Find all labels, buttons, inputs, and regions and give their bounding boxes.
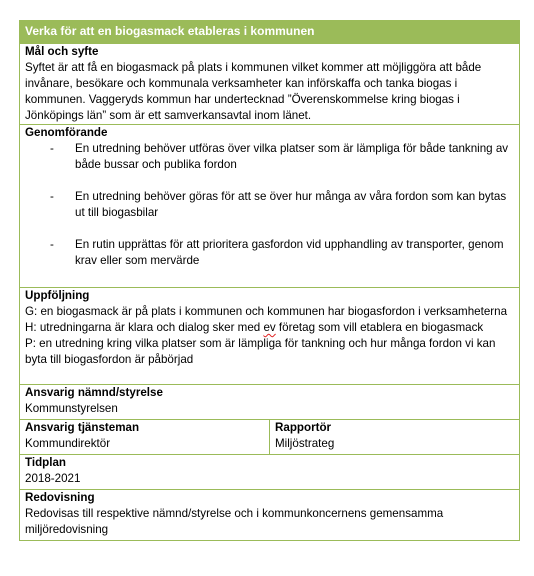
section-title: Tidplan: [25, 456, 67, 469]
section-value: Kommundirektör: [25, 437, 111, 450]
section-title: Ansvarig nämnd/styrelse: [25, 386, 163, 399]
action-table: [19, 20, 520, 541]
section-value: 2018-2021: [25, 472, 81, 485]
spellcheck-word: ev: [263, 321, 276, 334]
table-title: Verka för att en biogasmack etableras i kommunen: [20, 21, 520, 44]
section-mal-och-syfte: [20, 44, 520, 125]
cell-ansvarig-tjansteman: [20, 420, 270, 455]
action-list: [25, 141, 514, 269]
section-title: Ansvarig tjänsteman: [25, 421, 140, 434]
bullet-dash: -: [50, 238, 54, 251]
section-text: Syftet är att få en biogasmack på plats i kommunen vilket kommer att möjliggöra att både invånare, besökare och kommunala verksamheter kan införskaffa och tanka biogas i kommunen. Vaggeryds kommun har undertecknad ”Överenskommelse kring biogas i Jönköpings län” som är ett samverkansavtal inom länet.: [25, 61, 482, 122]
section-title: Uppföljning: [25, 289, 90, 302]
section-redovisning: [20, 490, 520, 541]
section-tidplan: [20, 455, 520, 490]
section-title: Genomförande: [25, 126, 108, 139]
bullet-dash: -: [50, 190, 54, 203]
bullet-dash: -: [50, 142, 54, 155]
section-ansvarig-namnd: [20, 385, 520, 420]
section-value: Miljöstrateg: [275, 437, 335, 450]
list-item: [25, 237, 514, 269]
goal-text: G: en biogasmack är på plats i kommunen och kommunen har biogasfordon i verksamheterna: [25, 305, 508, 318]
list-item: [25, 141, 514, 173]
header-row: [20, 21, 520, 44]
section-title: Rapportör: [275, 421, 332, 434]
list-item-text: En utredning behöver göras för att se över hur många av våra fordon som kan bytas ut till biogasbilar: [75, 190, 507, 219]
section-genomforande: [20, 125, 520, 288]
section-title: Mål och syfte: [25, 45, 99, 58]
section-value: Kommunstyrelsen: [25, 402, 118, 415]
cell-rapportor: [270, 420, 520, 455]
milestone-text: H: utredningarna är klara och dialog sker med ev företag som vill etablera en biogasmack: [25, 321, 484, 334]
section-title: Redovisning: [25, 491, 95, 504]
section-uppfoljning: [20, 288, 520, 385]
section-value: Redovisas till respektive nämnd/styrelse och i kommunkoncernens gemensamma miljöredovisning: [25, 507, 444, 536]
list-item-text: En rutin upprättas för att prioritera gasfordon vid upphandling av transporter, genom krav eller som mervärde: [75, 238, 504, 267]
progress-text: P: en utredning kring vilka platser som är lämpliga för tankning och hur många fordon vi kan byta till biogasfordon är påbörjad: [25, 337, 496, 366]
action-plan-document: [19, 20, 519, 541]
section-roles: [20, 420, 520, 455]
list-item-text: En utredning behöver utföras över vilka platser som är lämpliga för både tankning av både bussar och publika fordon: [75, 142, 509, 171]
list-item: [25, 189, 514, 221]
